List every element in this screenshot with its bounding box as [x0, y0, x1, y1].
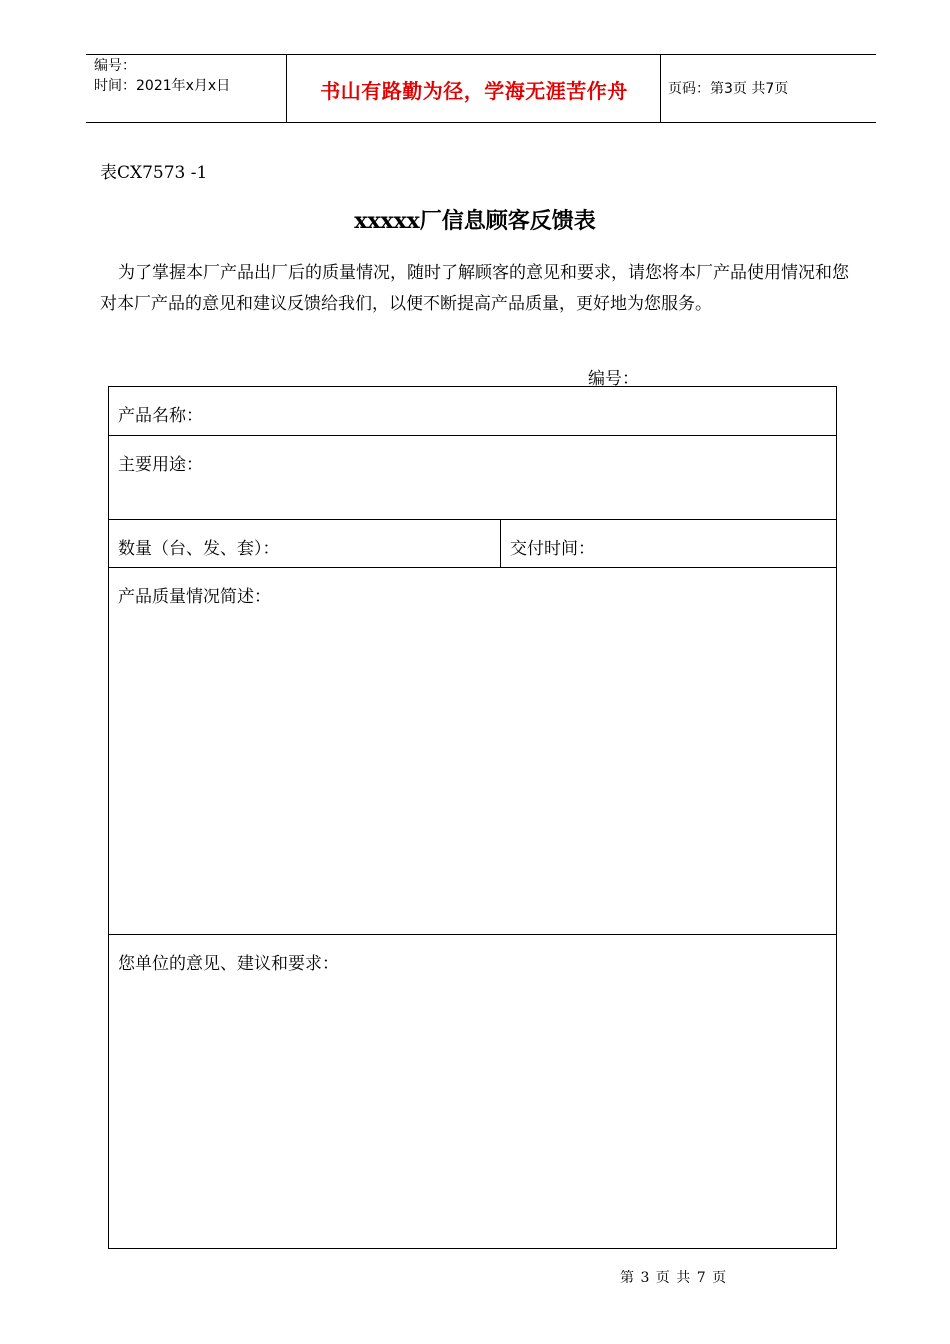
quantity-field[interactable]	[109, 520, 501, 567]
main-use-field[interactable]	[109, 436, 836, 520]
serial-number-label: 编号：	[588, 369, 639, 389]
delivery-time-label: 交付时间：	[510, 539, 595, 559]
header-page-label: 页码：第3页 共7页	[668, 81, 789, 97]
delivery-time-field[interactable]	[501, 520, 837, 567]
header-motto: 书山有路勤为径，学海无涯苦作舟	[320, 78, 628, 103]
opinions-label: 您单位的意见、建议和要求：	[118, 954, 339, 974]
feedback-form-table	[108, 386, 837, 1249]
header-time-label: 时间：2021年x月x日	[94, 78, 231, 94]
header-divider-left	[286, 55, 287, 123]
quantity-label: 数量（台、发、套）：	[118, 539, 280, 559]
quality-summary-field[interactable]	[109, 568, 836, 934]
opinions-field[interactable]	[109, 935, 836, 1248]
product-name-field[interactable]	[109, 387, 836, 435]
product-name-label: 产品名称：	[118, 406, 203, 426]
form-code: 表CX7573 -1	[100, 163, 208, 183]
quality-summary-label: 产品质量情况简述：	[118, 587, 271, 607]
intro-paragraph: 为了掌握本厂产品出厂后的质量情况，随时了解顾客的意见和要求，请您将本厂产品使用情况和您对本厂产品的意见和建议反馈给我们，以便不断提高产品质量，更好地为您服务。	[100, 263, 849, 314]
header-meta	[94, 56, 284, 96]
page-footer: 第 3 页 共 7 页	[620, 1270, 728, 1286]
header-divider-right	[660, 55, 661, 123]
main-use-label: 主要用途：	[118, 455, 203, 475]
header-number-label: 编号：	[94, 58, 136, 74]
page-title: xxxxx厂信息顾客反馈表	[354, 208, 596, 234]
